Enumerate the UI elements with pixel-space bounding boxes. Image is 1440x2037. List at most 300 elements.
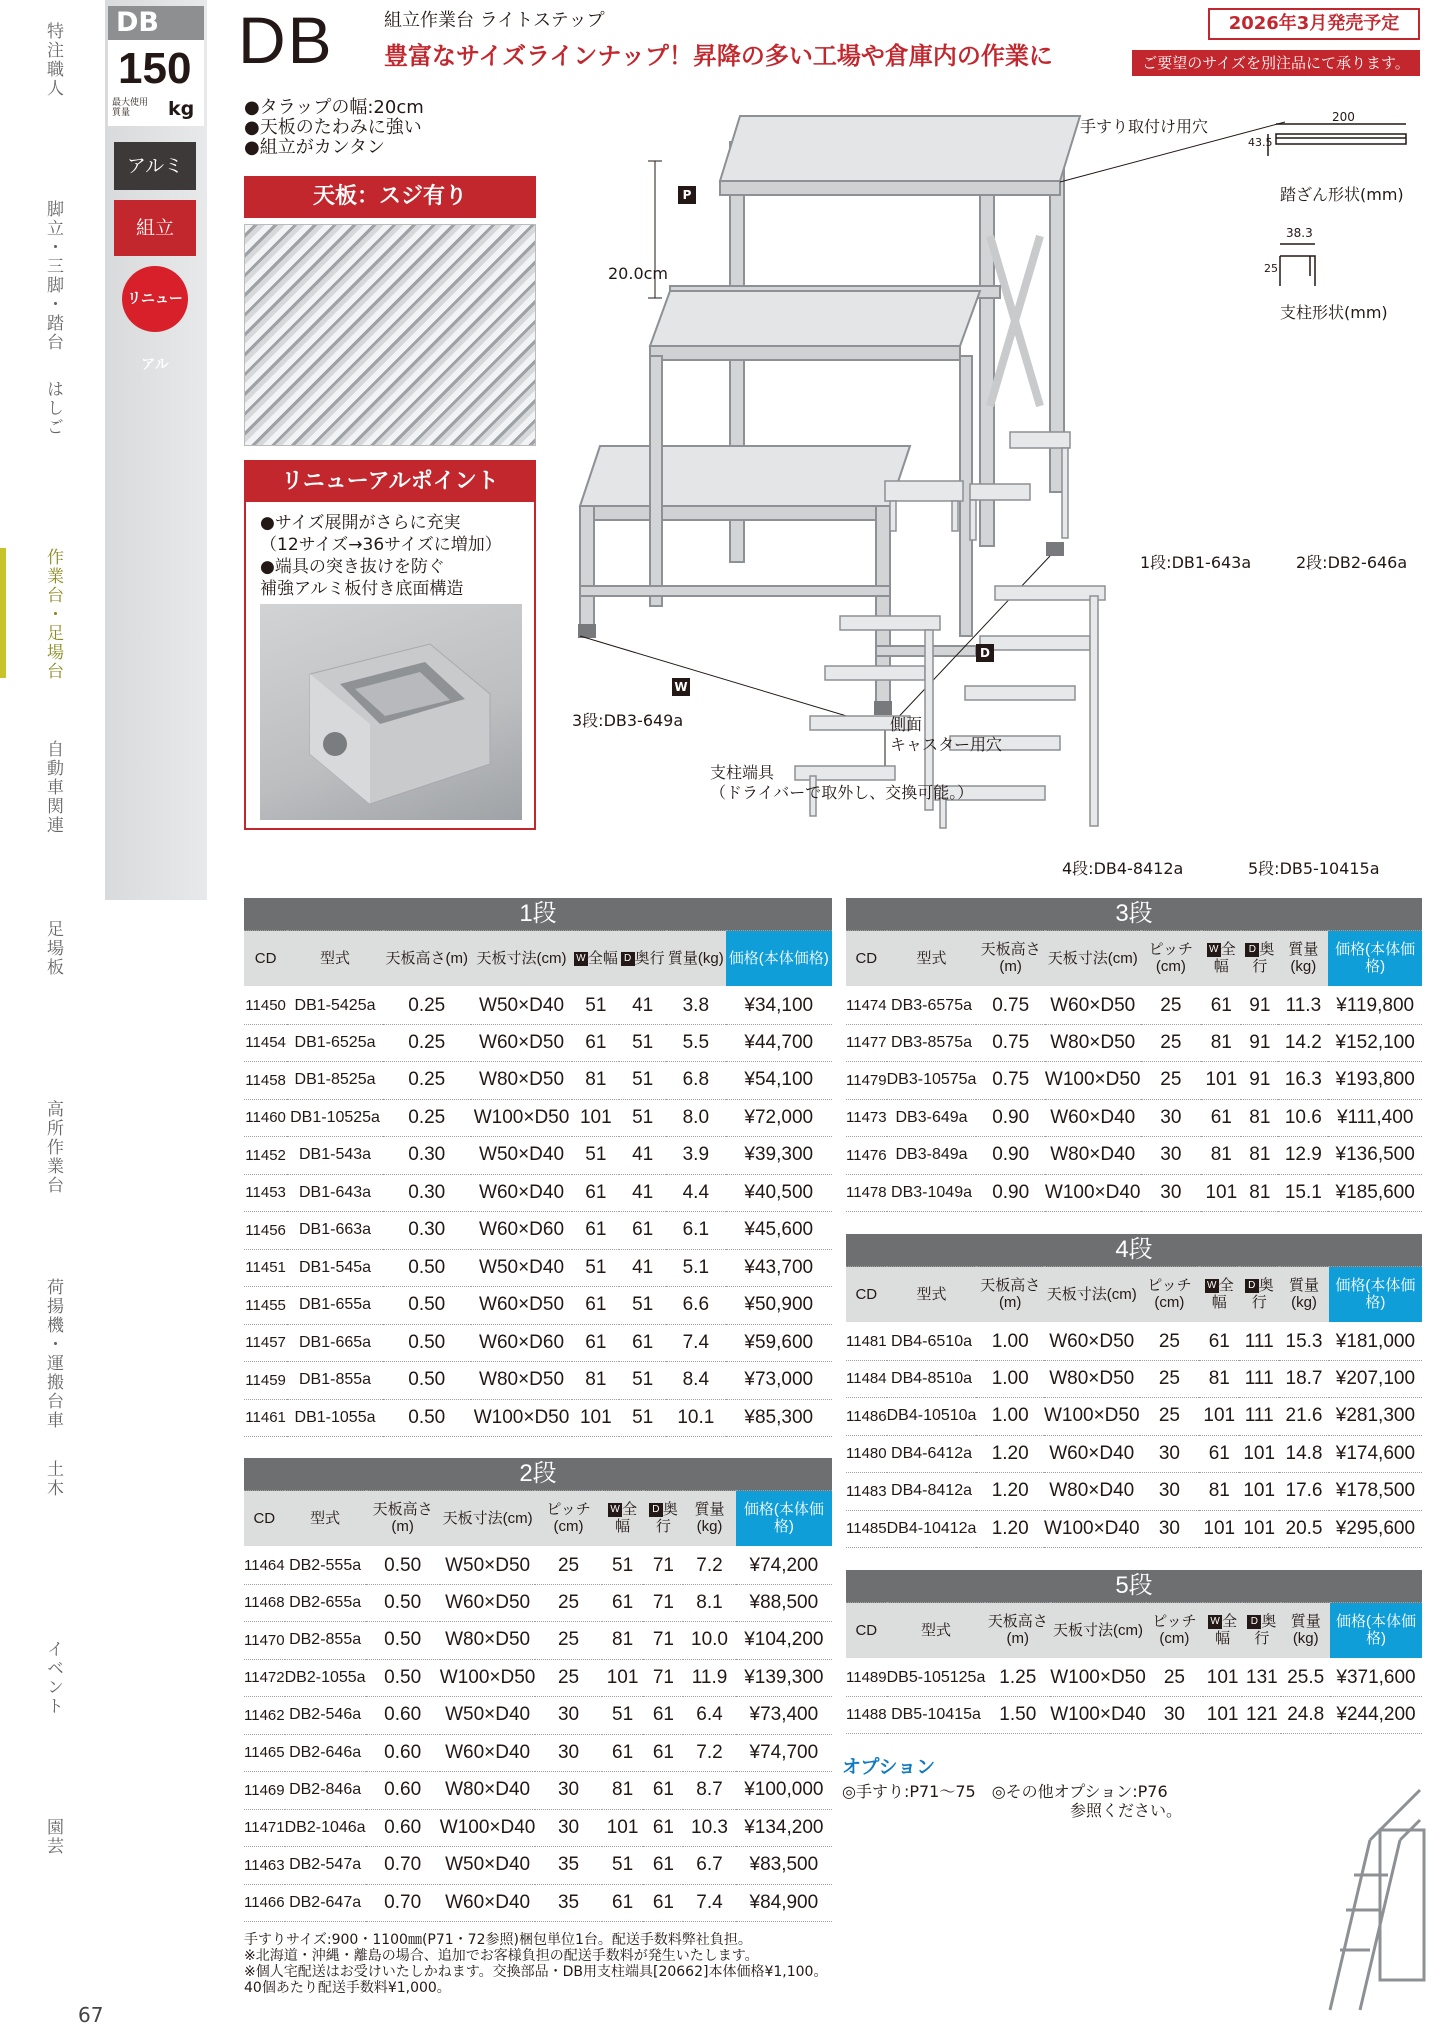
table-cell: 51 [602,1847,644,1885]
table-row [244,987,832,1025]
table-cell: 61 [1199,1323,1239,1361]
table-cell: DB2-646a [285,1734,366,1772]
product-drawing-area [540,86,1440,876]
column-header-pitch: ピッチ(cm) [1146,1603,1203,1659]
table-cell: 61 [572,1287,619,1325]
renewal-item: ●端具の突き抜けを防ぐ [260,557,445,577]
table-row [244,1547,832,1585]
table-cell: 41 [619,1137,666,1175]
table-cell: ¥193,800 [1328,1062,1422,1100]
table-cell: 17.6 [1279,1473,1329,1511]
table-cell: 7.4 [683,1884,735,1922]
table-cell: 11453 [244,1174,287,1212]
table-cell: 11488 [846,1696,887,1734]
table-cell: 71 [643,1584,683,1622]
table-cell: 0.50 [383,1399,471,1437]
table-cell: 81 [1199,1360,1239,1398]
table-cell: 0.60 [366,1734,440,1772]
side-nav-item[interactable]: 自動車関連 [43,740,63,835]
column-header-model: 型式 [287,931,383,987]
table-cell: W50×D40 [440,1847,536,1885]
column-header-top_size: 天板寸法(cm) [1045,931,1141,987]
table-cell: W100×D40 [1045,1174,1141,1212]
table-cell: 11456 [244,1212,287,1250]
column-header-pitch: ピッチ(cm) [1141,931,1202,987]
options-line: 参照ください。 [1070,1801,1183,1820]
table-cell: 25 [1141,1062,1202,1100]
table-cell: 11463 [244,1847,285,1885]
table-cell: 0.75 [976,987,1044,1025]
table-cell: 4.4 [666,1174,725,1212]
table-cell: 81 [1201,1137,1241,1175]
table-cell: 91 [1241,987,1278,1025]
table-cell: 1.00 [976,1398,1043,1436]
table-cell: ¥85,300 [726,1399,832,1437]
column-header-label: 全幅 [1215,1613,1238,1648]
model-5-step-label: 5段:DB5-10415a [1248,859,1380,878]
column-header-label: 奥行 [1252,941,1275,976]
table-cell: ¥281,300 [1329,1398,1422,1436]
table-cell: W100×D50 [440,1659,536,1697]
pitch-marker: P [678,186,696,204]
table-section-title: 4段 [846,1234,1422,1267]
assembly-badge: 組立 [114,200,196,256]
table-cell: 11458 [244,1062,287,1100]
table-cell: 10.0 [683,1622,735,1660]
step-width-label: 20.0cm [608,264,669,283]
table-cell: 30 [535,1772,601,1810]
table-cell: 101 [1199,1510,1239,1548]
table-row [244,1249,832,1287]
table-cell: W60×D50 [440,1584,536,1622]
table-cell: 51 [619,1287,666,1325]
table-cell: 14.2 [1278,1024,1328,1062]
footnote-line: ※個人宅配送はお受けいたしかねます。交換部品・DB用支柱端具[20662]本体価格¥1,100。 [244,1964,828,1980]
table-cell: 11455 [244,1287,287,1325]
table-row [244,1399,832,1437]
table-cell: 41 [619,1249,666,1287]
table-row [846,987,1422,1025]
table-cell: 0.50 [366,1584,440,1622]
table-row [846,1510,1422,1548]
handrail-hole-label: 手すり取付け用穴 [1080,117,1209,136]
table-cell: 30 [1141,1099,1202,1137]
tread-height: 43.5 [1248,136,1273,149]
table-cell: W60×D50 [471,1287,573,1325]
table-cell: 5.5 [666,1024,725,1062]
table-cell: 51 [619,1099,666,1137]
column-header-model: 型式 [285,1491,366,1547]
table-cell: 41 [619,987,666,1025]
table-cell: 11485 [846,1510,887,1548]
table-cell: 8.1 [683,1584,735,1622]
table-cell: 10.3 [683,1809,735,1847]
table-cell: W80×D40 [440,1772,536,1810]
d-marker: D [1247,1615,1261,1629]
table-cell: DB1-543a [287,1137,383,1175]
table-cell: 101 [1203,1659,1242,1697]
table-cell: 0.60 [366,1697,440,1735]
table-cell: 51 [619,1399,666,1437]
table-cell: 1.00 [976,1323,1043,1361]
table-cell: ¥54,100 [726,1062,832,1100]
column-header-label: 奥行 [1254,1613,1277,1648]
table-cell: DB2-855a [285,1622,366,1660]
table-cell: DB1-545a [287,1249,383,1287]
caster-hole-label-1: 側面 [890,715,923,734]
table-cell: 121 [1242,1696,1281,1734]
table-cell: DB3-649a [887,1099,977,1137]
top-board-photo [244,176,536,446]
table-cell: DB1-8525a [287,1062,383,1100]
table-cell: DB2-555a [285,1547,366,1585]
table-cell: W100×D50 [1045,1062,1141,1100]
table-cell: ¥185,600 [1328,1174,1422,1212]
table-cell: 11457 [244,1324,287,1362]
table-cell: ¥74,700 [736,1734,832,1772]
feature-item: ●天板のたわみに強い [244,117,422,138]
table-cell: W80×D40 [1044,1473,1140,1511]
footnotes [244,1932,844,1996]
column-header-label: 奥行 [634,949,665,967]
column-header-top_size: 天板寸法(cm) [471,931,573,987]
table-cell: 8.7 [683,1772,735,1810]
side-nav-item[interactable]: 高所作業台 [43,1100,63,1195]
table-cell: 3.9 [666,1137,725,1175]
table-cell: 11471 [244,1809,285,1847]
table-cell: 0.25 [383,1099,471,1137]
table-row [846,1099,1422,1137]
renewal-item: ●サイズ展開がさらに充実 [260,513,461,533]
column-header-height: 天板高さ(m) [985,1603,1050,1659]
tread-width: 200 [1332,110,1355,124]
table-cell: W100×D40 [440,1809,536,1847]
table-cell: W80×D50 [471,1362,573,1400]
table-cell: 11486 [846,1398,887,1436]
w-marker: W [608,1503,622,1517]
table-cell: 51 [602,1547,644,1585]
table-cell: 25 [1146,1659,1203,1697]
table-cell: 61 [572,1024,619,1062]
column-header-label: 奥行 [655,1501,678,1536]
column-header-w [1199,1267,1239,1323]
table-cell: ¥119,800 [1328,987,1422,1025]
side-nav-item[interactable]: 園芸 [43,1818,63,1856]
table-cell: 11466 [244,1884,285,1922]
table-cell: W50×D40 [471,1249,573,1287]
column-header-cd: CD [244,1491,285,1547]
table-cell: 1.20 [976,1510,1043,1548]
column-header-height: 天板高さ(m) [366,1491,440,1547]
column-header-d [1239,1267,1279,1323]
model-2-step-label: 2段:DB2-646a [1296,553,1408,572]
table-cell: 51 [572,987,619,1025]
table-cell: 11473 [846,1099,887,1137]
table-row [244,1362,832,1400]
table-cell: 21.6 [1279,1398,1329,1436]
table-cell: DB1-10525a [287,1099,383,1137]
table-cell: 1.00 [976,1360,1043,1398]
table-cell: 25 [535,1584,601,1622]
table-cell: 101 [1239,1435,1279,1473]
table-cell: 25.5 [1281,1659,1330,1697]
column-header-cd: CD [846,1267,887,1323]
column-header-model: 型式 [887,1267,977,1323]
product-code-tab: DB [108,6,204,40]
table-cell: DB2-655a [285,1584,366,1622]
column-header-cd: CD [846,931,887,987]
table-cell: 0.75 [976,1024,1044,1062]
table-cell: 11454 [244,1024,287,1062]
renewal-list [260,512,530,600]
table-cell: 25 [1140,1360,1200,1398]
table-cell: 15.3 [1279,1323,1329,1361]
table-cell: 0.60 [366,1772,440,1810]
table-row [846,1323,1422,1361]
table-cell: 30 [1141,1137,1202,1175]
table-cell: 0.90 [976,1137,1044,1175]
table-cell: 25 [535,1547,601,1585]
table-cell: W60×D40 [440,1734,536,1772]
table-cell: ¥100,000 [736,1772,832,1810]
table-cell: 11478 [846,1174,887,1212]
table-row [244,1137,832,1175]
price-table-t4 [846,1234,1422,1548]
table-cell: 0.90 [976,1099,1044,1137]
table-cell: 81 [572,1062,619,1100]
table-cell: ¥181,000 [1329,1323,1422,1361]
table-cell: DB3-8575a [887,1024,977,1062]
table-cell: ¥178,500 [1329,1473,1422,1511]
table-cell: 11452 [244,1137,287,1175]
post-height: 25 [1264,262,1278,275]
table-cell: W60×D50 [1045,987,1141,1025]
table-cell: ¥73,400 [736,1697,832,1735]
table-cell: 20.5 [1279,1510,1329,1548]
table-cell: W80×D40 [1045,1137,1141,1175]
table-row [244,1659,832,1697]
table-cell: 14.8 [1279,1435,1329,1473]
table-cell: 101 [1201,1062,1241,1100]
table-cell: DB2-1055a [285,1659,366,1697]
d-marker: D [1245,1279,1259,1293]
side-nav-item[interactable]: はしご [43,380,63,437]
table-cell: 25 [535,1659,601,1697]
table-cell: W100×D50 [1050,1659,1146,1697]
column-header-w [1203,1603,1242,1659]
table-cell: DB1-6525a [287,1024,383,1062]
table-cell: 8.0 [666,1099,725,1137]
table-section-title: 2段 [244,1458,832,1491]
table-row [244,1212,832,1250]
d-marker: D [1245,943,1259,957]
column-header-price: 価格(本体価格) [1328,931,1422,987]
table-cell: 61 [1199,1435,1239,1473]
table-cell: 5.1 [666,1249,725,1287]
ribbed-surface-image [244,224,536,446]
side-nav-item[interactable]: 特注職人 [43,22,63,98]
table-cell: ¥88,500 [736,1584,832,1622]
option-handrail-illustration [1310,1760,1430,2022]
table-cell: 11480 [846,1435,887,1473]
table-cell: 61 [602,1584,644,1622]
table-cell: 51 [602,1697,644,1735]
table-cell: ¥371,600 [1330,1659,1422,1697]
table-cell: DB1-665a [287,1324,383,1362]
renewal-points-box [244,460,536,830]
table-cell: 101 [1239,1510,1279,1548]
column-header-mass: 質量(kg) [683,1491,735,1547]
table-cell: 51 [619,1062,666,1100]
table-cell: ¥73,000 [726,1362,832,1400]
table-cell: 6.4 [683,1697,735,1735]
w-marker: W [1208,1615,1222,1629]
d-marker: D [621,952,635,966]
table-row [846,1696,1422,1734]
table-cell: ¥136,500 [1328,1137,1422,1175]
side-nav-item[interactable]: 土木 [43,1460,63,1498]
table-cell: 7.2 [683,1734,735,1772]
table-cell: 0.50 [366,1622,440,1660]
feature-item: ●タラップの幅:20cm [244,97,424,118]
table-cell: 101 [1239,1473,1279,1511]
table-cell: 11.3 [1278,987,1328,1025]
foot-cap-label: 支柱端具 [710,763,775,782]
column-header-mass: 質量(kg) [1278,931,1328,987]
column-header-d [1242,1603,1281,1659]
table-cell: 30 [1140,1435,1200,1473]
table-cell: 81 [1241,1137,1278,1175]
table-cell: ¥50,900 [726,1287,832,1325]
side-nav-item[interactable]: 作業台・足場台 [43,548,63,681]
renewal-item: 補強アルミ板付き底面構造 [260,579,464,599]
column-header-height: 天板高さ(m) [976,931,1044,987]
material-badge: アルミ [114,142,196,190]
table-cell: DB2-647a [285,1884,366,1922]
depth-marker: D [976,644,994,662]
table-cell: 1.20 [976,1435,1043,1473]
table-cell: 111 [1239,1398,1279,1436]
table-cell: W100×D40 [1044,1510,1140,1548]
table-cell: 0.25 [383,1024,471,1062]
table-cell: 11460 [244,1099,287,1137]
foot-cap-photo [260,604,522,820]
table-cell: DB4-8510a [887,1360,977,1398]
table-cell: W60×D50 [1044,1323,1140,1361]
table-cell: W100×D50 [471,1399,573,1437]
table-cell: 111 [1239,1360,1279,1398]
w-marker: W [1207,943,1221,957]
table-cell: W50×D40 [471,987,573,1025]
table-cell: DB2-1046a [285,1809,366,1847]
table-cell: 91 [1241,1024,1278,1062]
table-cell: 0.70 [366,1847,440,1885]
column-header-label: 全幅 [1213,941,1236,976]
side-nav-item[interactable]: 荷揚機・運搬台車 [43,1278,63,1430]
table-row [244,1809,832,1847]
table-cell: 101 [1201,1174,1241,1212]
column-header-d [643,1491,683,1547]
table-cell: ¥43,700 [726,1249,832,1287]
side-nav-active-bar [0,548,6,678]
table-cell: W50×D40 [471,1137,573,1175]
table-cell: 35 [535,1847,601,1885]
table-cell: 81 [572,1362,619,1400]
column-header-price: 価格(本体価格) [1330,1603,1422,1659]
table-cell: 11469 [244,1772,285,1810]
table-cell: 11474 [846,987,887,1025]
table-cell: 25 [1141,987,1202,1025]
table-cell: 11461 [244,1399,287,1437]
column-header-model: 型式 [887,1603,986,1659]
table-cell: 18.7 [1279,1360,1329,1398]
feature-list [244,98,424,158]
table-cell: 81 [1241,1174,1278,1212]
column-header-label: 全幅 [587,949,618,967]
table-cell: 8.4 [666,1362,725,1400]
table-cell: 11489 [846,1659,887,1697]
table-cell: 30 [535,1734,601,1772]
table-cell: W80×D50 [471,1062,573,1100]
feature-item: ●組立がカンタン [244,137,385,158]
table-cell: DB2-547a [285,1847,366,1885]
max-load-box [108,40,204,126]
table-cell: 71 [643,1622,683,1660]
column-header-w [602,1491,644,1547]
table-row [846,1659,1422,1697]
table-cell: DB1-655a [287,1287,383,1325]
table-cell: 10.1 [666,1399,725,1437]
table-row [846,1024,1422,1062]
table-cell: 91 [1241,1062,1278,1100]
table-row [846,1360,1422,1398]
table-cell: 25 [1141,1024,1202,1062]
table-cell: 111 [1239,1323,1279,1361]
table-cell: W60×D60 [471,1324,573,1362]
table-cell: 3.8 [666,987,725,1025]
spec-column [105,0,207,900]
table-cell: 61 [572,1212,619,1250]
table-cell: 61 [602,1734,644,1772]
side-nav-item[interactable]: 足場板 [43,920,63,977]
table-cell: W80×D50 [440,1622,536,1660]
table-cell: 11481 [846,1323,887,1361]
main-model-label: 3段:DB3-649a [572,711,684,730]
table-cell: 11484 [846,1360,887,1398]
table-cell: W50×D40 [440,1697,536,1735]
table-cell: DB4-6412a [887,1435,977,1473]
page-number: 67 [78,2003,104,2027]
side-nav-item[interactable]: 脚立・三脚・踏台 [43,200,63,352]
table-cell: 101 [1199,1398,1239,1436]
table-cell: ¥44,700 [726,1024,832,1062]
width-marker: W [672,678,690,696]
table-cell: 0.50 [383,1324,471,1362]
table-row [244,1024,832,1062]
table-row [244,1622,832,1660]
table-cell: W60×D40 [471,1174,573,1212]
table-cell: DB4-8412a [887,1473,977,1511]
side-nav-item[interactable]: イベント [43,1640,63,1716]
table-cell: DB5-105125a [887,1659,986,1697]
table-cell: DB3-1049a [887,1174,977,1212]
table-row [244,1697,832,1735]
table-cell: 11451 [244,1249,287,1287]
table-cell: 0.50 [383,1287,471,1325]
table-row [244,1584,832,1622]
table-cell: ¥104,200 [736,1622,832,1660]
table-cell: 11483 [846,1473,887,1511]
